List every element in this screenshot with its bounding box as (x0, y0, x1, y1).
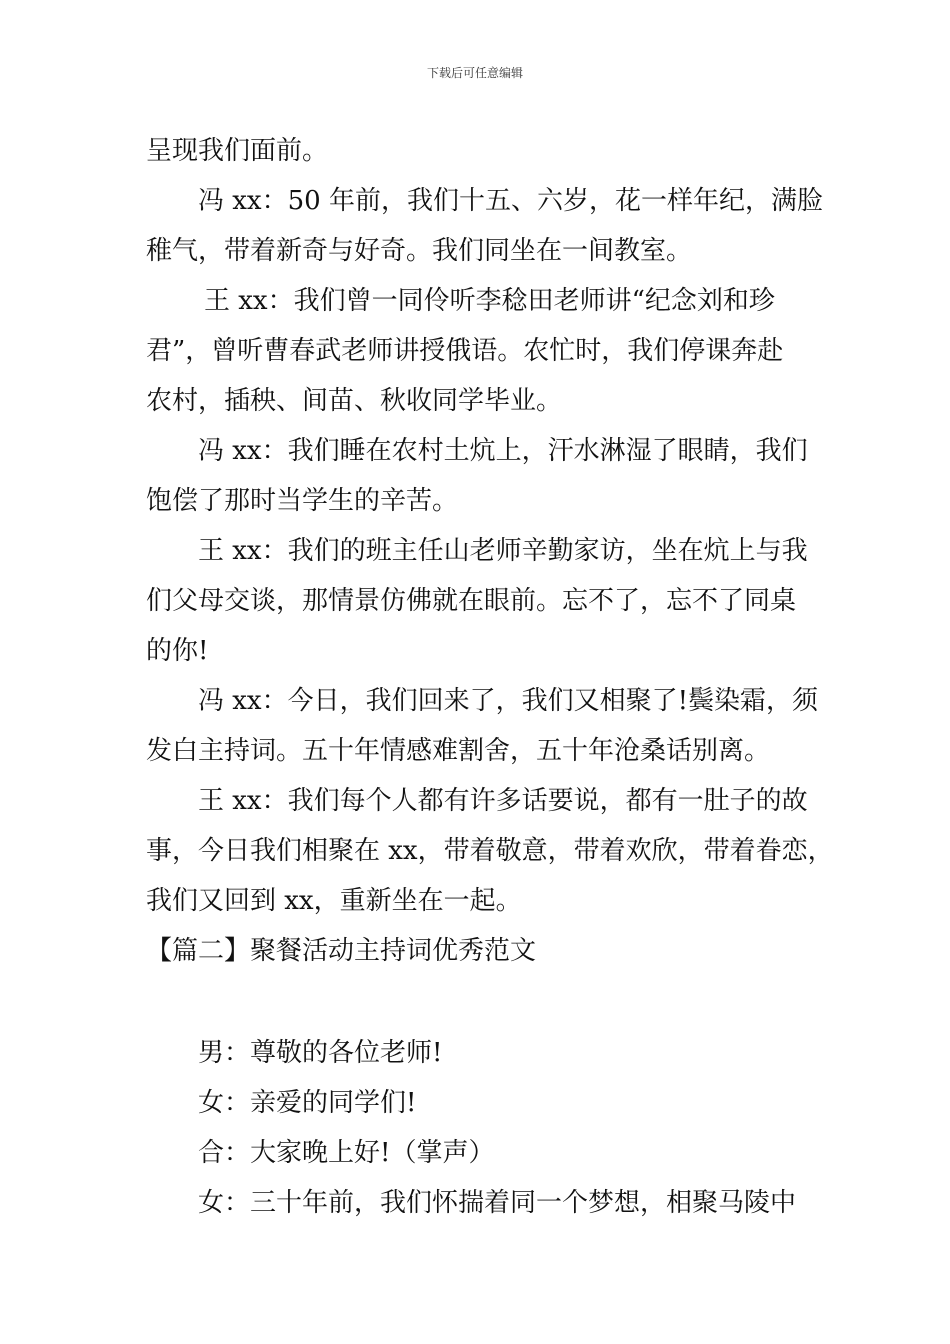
page-header: 下载后可任意编辑 (426, 66, 523, 80)
paragraph-line: 呈现我们面前。 (146, 136, 329, 166)
paragraph-line: 我们又回到 xx，重新坐在一起。 (146, 886, 522, 916)
paragraph-line: 王 xx：我们的班主任山老师辛勤家访，坐在炕上与我 (198, 536, 808, 566)
paragraph-line: 冯 xx：我们睡在农村土炕上，汗水淋湿了眼睛，我们 (198, 436, 808, 466)
paragraph-line: 冯 xx：今日，我们回来了，我们又相聚了!鬓染霜，须 (198, 686, 819, 716)
paragraph-line: 们父母交谈，那情景仿佛就在眼前。忘不了，忘不了同桌 (146, 586, 797, 616)
paragraph-line: 发白主持词。五十年情感难割舍，五十年沧桑话别离。 (146, 736, 771, 766)
section-heading: 【篇二】聚餐活动主持词优秀范文 (146, 936, 537, 966)
dialogue-line: 女：三十年前，我们怀揣着同一个梦想，相聚马陵中 (198, 1188, 797, 1218)
paragraph-line: 君”，曾听曹春武老师讲授俄语。农忙时，我们停课奔赴 (146, 336, 784, 366)
paragraph-line: 王 xx：我们曾一同伶听李稔田老师讲“纪念刘和珍 (204, 286, 775, 316)
paragraph-line: 的你! (146, 636, 209, 666)
paragraph-line: 事，今日我们相聚在 xx，带着敬意，带着欢欣，带着眷恋， (146, 836, 834, 866)
dialogue-line: 合：大家晚上好!（掌声） (198, 1138, 495, 1168)
paragraph-line: 农村，插秧、间苗、秋收同学毕业。 (146, 386, 563, 416)
paragraph-line: 饱偿了那时当学生的辛苦。 (146, 486, 459, 516)
paragraph-line: 王 xx：我们每个人都有许多话要说，都有一肚子的故 (198, 786, 808, 816)
paragraph-line: 稚气，带着新奇与好奇。我们同坐在一间教室。 (146, 236, 693, 266)
dialogue-line: 男：尊敬的各位老师! (198, 1038, 443, 1068)
spacer (146, 976, 811, 1028)
dialogue-line: 女：亲爱的同学们! (198, 1088, 417, 1118)
document-body (146, 126, 834, 1228)
paragraph-line: 冯 xx：50 年前，我们十五、六岁，花一样年纪，满脸 (198, 186, 823, 216)
